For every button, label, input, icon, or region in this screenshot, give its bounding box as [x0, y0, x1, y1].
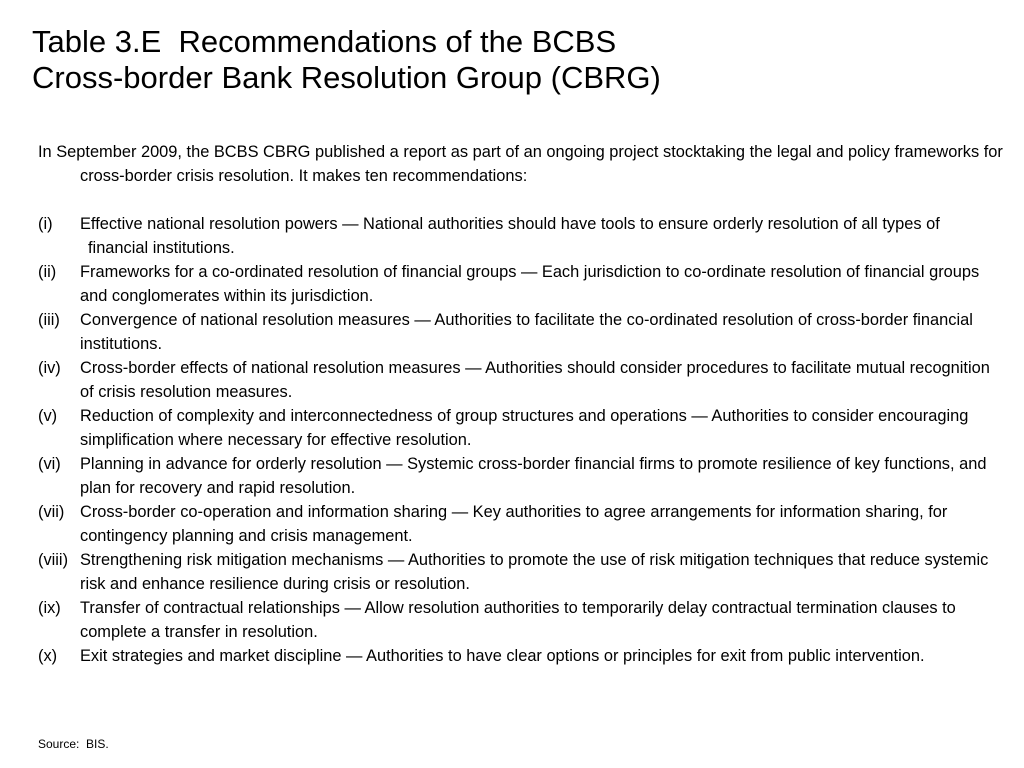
- list-item: [38, 548, 996, 596]
- list-item: [38, 500, 996, 548]
- item-text: [80, 212, 996, 260]
- item-text: Cross-border effects of national resolution measures — Authorities should consider procedures to facilitate mutual recognition of crisis resolution measures.: [80, 359, 990, 401]
- item-number: (ii): [38, 263, 57, 281]
- item-number: (vii): [38, 503, 65, 521]
- item-text: Planning in advance for orderly resolution — Systemic cross-border financial firms to promote resilience of key functions, and plan for recovery and rapid resolution.: [80, 455, 987, 497]
- item-number: (iii): [38, 311, 60, 329]
- title-line-1: Table 3.E Recommendations of the BCBS: [32, 24, 617, 59]
- item-text: Strengthening risk mitigation mechanisms — Authorities to promote the use of risk mitigation techniques that reduce systemic risk and enhance resilience during crisis or resolution.: [80, 551, 989, 593]
- list-item: [38, 596, 996, 644]
- item-number: (i): [38, 215, 53, 233]
- list-item: [38, 452, 996, 500]
- item-number: (viii): [38, 551, 69, 569]
- item-text: Exit strategies and market discipline — Authorities to have clear options or principles for exit from public intervention.: [80, 647, 925, 665]
- item-text: Cross-border co-operation and information sharing — Key authorities to agree arrangements for information sharing, for contingency planning and crisis management.: [80, 503, 948, 545]
- item-number: (ix): [38, 599, 61, 617]
- recommendations-list: [38, 212, 996, 668]
- item-number: (v): [38, 407, 58, 425]
- intro-paragraph: In September 2009, the BCBS CBRG published a report as part of an ongoing project stocktaking the legal and policy frameworks for cross-border crisis resolution. It makes ten recommendations:: [38, 143, 1003, 185]
- list-item: [38, 404, 996, 452]
- page-title: [32, 24, 661, 96]
- list-item: [38, 308, 996, 356]
- item-text: Convergence of national resolution measures — Authorities to facilitate the co-ordinated resolution of cross-border financial institutions.: [80, 311, 973, 353]
- title-line-2: Cross-border Bank Resolution Group (CBRG): [32, 60, 661, 95]
- item-number: (iv): [38, 359, 61, 377]
- item-text-main: Effective national resolution powers — National authorities should have tools to ensure orderly resolution of all types of: [80, 215, 940, 233]
- list-item: [38, 644, 996, 668]
- list-item: [38, 212, 996, 260]
- item-text: Transfer of contractual relationships — Allow resolution authorities to temporarily delay contractual termination clauses to complete a transfer in resolution.: [80, 599, 956, 641]
- item-text: Frameworks for a co-ordinated resolution of financial groups — Each jurisdiction to co-ordinate resolution of financial groups and conglomerates within its jurisdiction.: [80, 263, 980, 305]
- item-number: (vi): [38, 455, 61, 473]
- item-number: (x): [38, 647, 58, 665]
- item-text: Reduction of complexity and interconnectedness of group structures and operations — Authorities to consider encouraging simplification where necessary for effective resolution.: [80, 407, 969, 449]
- source-note: Source: BIS.: [38, 737, 109, 751]
- list-item: [38, 356, 996, 404]
- item-text-continuation: financial institutions.: [88, 239, 235, 257]
- list-item: [38, 260, 996, 308]
